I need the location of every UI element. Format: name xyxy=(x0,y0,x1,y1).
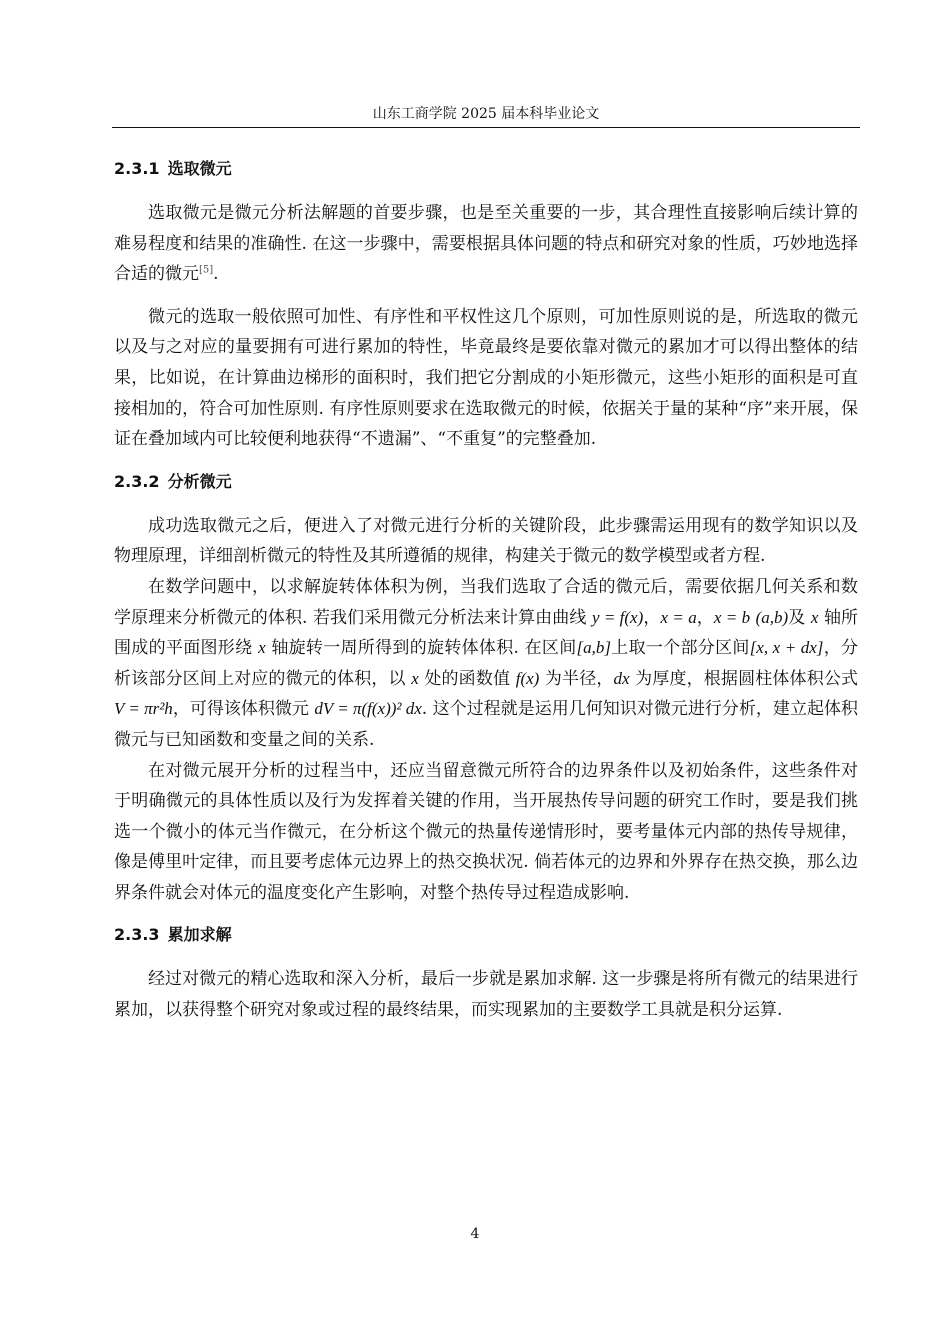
math-expression: V = πr²h xyxy=(114,699,173,719)
header-rule xyxy=(112,127,860,128)
paragraph-text: 上取一个部分区间 xyxy=(611,638,750,659)
paragraph-text: 选取微元是微元分析法解题的首要步骤，也是至关重要的一步，其合理性直接影响后续计算的难易程度和结果的准确性. 在这一步骤中，需要根据具体问题的特点和研究对象的性质，巧妙地选择合适的微元 xyxy=(114,203,858,285)
paragraph xyxy=(114,756,858,909)
math-expression: f(x) xyxy=(515,668,540,688)
paragraph-text: 在数学问题中，以求解旋转体体积为例，当我们选取了合适的微元后，需要依据几何关系和数学原理来分析微元的体积. 若我们采用微元分析法来计算由曲线 xyxy=(114,576,858,628)
paragraph xyxy=(114,511,858,572)
paragraph-text: 处的函数值 xyxy=(418,668,516,689)
paragraph-tail: . xyxy=(213,264,219,285)
section-number: 2.3.1 xyxy=(114,159,160,178)
math-expression: dx xyxy=(613,668,630,688)
paragraph-with-formulas xyxy=(114,572,858,756)
math-expression: dV = π(f(x))² dx xyxy=(314,699,422,719)
page-content xyxy=(114,146,858,1038)
paragraph-text: ，可得该体积微元 xyxy=(172,699,315,720)
paragraph xyxy=(114,964,858,1025)
paragraph-text: 为半径， xyxy=(539,668,614,689)
math-expression: x xyxy=(810,607,819,627)
section-title: 累加求解 xyxy=(167,925,232,945)
section-heading xyxy=(114,467,858,497)
section-heading xyxy=(114,154,858,184)
math-expression: (a,b) xyxy=(755,607,789,627)
paragraph-text: 成功选取微元之后，便进入了对微元进行分析的关键阶段，此步骤需运用现有的数学知识以及物理原理，详细剖析微元的特性及其所遵循的规律，构建关于微元的数学模型或者方程. xyxy=(114,515,858,567)
math-expression: [x, x + dx] xyxy=(749,638,824,658)
math-expression: x xyxy=(258,638,266,658)
math-expression: [a,b] xyxy=(576,638,611,658)
section-number: 2.3.2 xyxy=(114,471,160,491)
section-title: 分析微元 xyxy=(167,471,232,491)
section-number: 2.3.3 xyxy=(114,925,160,945)
paragraph-text: 轴所围成的平面图形绕 xyxy=(114,607,859,659)
paragraph xyxy=(114,198,858,290)
section-title: 选取微元 xyxy=(167,159,232,178)
math-expression: x = a xyxy=(660,607,697,627)
section-heading xyxy=(114,920,858,950)
running-header: 山东工商学院 2025 届本科毕业论文 xyxy=(372,106,600,122)
math-expression: x = b xyxy=(713,607,751,627)
paragraph-text: 为厚度，根据圆柱体体积公式 xyxy=(629,668,859,689)
paragraph-text: 经过对微元的精心选取和深入分析，最后一步就是累加求解. 这一步骤是将所有微元的结果进行累加，以获得整个研究对象或过程的最终结果，而实现累加的主要数学工具就是积分运算. xyxy=(114,969,858,1021)
math-expression: x xyxy=(411,668,419,688)
paragraph-text: ， xyxy=(696,607,714,628)
paragraph-text: ， xyxy=(643,607,661,628)
math-expression: y = f(x) xyxy=(591,607,644,627)
paragraph-text: 在对微元展开分析的过程当中，还应当留意微元所符合的边界条件以及初始条件，这些条件对于明确微元的具体性质以及行为发挥着关键的作用，当开展热传导问题的研究工作时，要是我们挑选一个微小的体元当作微元，在分析这个微元的热量传递情形时，要考量体元内部的热传导规律，像是傅里叶定律，而且要考虑体元边界上的热交换状况. 倘若体元的边界和外界存在热交换，那么边界条件就会对体元的温度变化产生影响，对整个热传导过程造成影响. xyxy=(114,760,858,903)
paragraph-text: . 这个过程就是运用几何知识对微元进行分析，建立起体积微元与已知函数和变量之间的关系. xyxy=(114,699,858,750)
page-number: 4 xyxy=(470,1226,480,1242)
paragraph-text: 微元的选取一般依照可加性、有序性和平权性这几个原则，可加性原则说的是，所选取的微元以及与之对应的量要拥有可进行累加的特性，毕竟最终是要依靠对微元的累加才可以得出整体的结果，比如说，在计算曲边梯形的面积时，我们把它分割成的小矩形微元，这些小矩形的面积是可直接相加的，符合可加性原则. 有序性原则要求在选取微元的时候，依据关于量的某种“序”来开展，保证在叠加域内可比较便利地获得“不遗漏”、“不重复”的完整叠加. xyxy=(114,306,859,450)
citation-ref[interactable]: [5] xyxy=(199,264,214,276)
paragraph-text: ，分析该部分区间上对应的微元的体积，以 xyxy=(114,638,859,689)
paragraph xyxy=(114,302,858,455)
paragraph-text: 轴旋转一周所得到的旋转体体积. 在区间 xyxy=(265,638,577,659)
paragraph-text: 及 xyxy=(788,607,811,628)
